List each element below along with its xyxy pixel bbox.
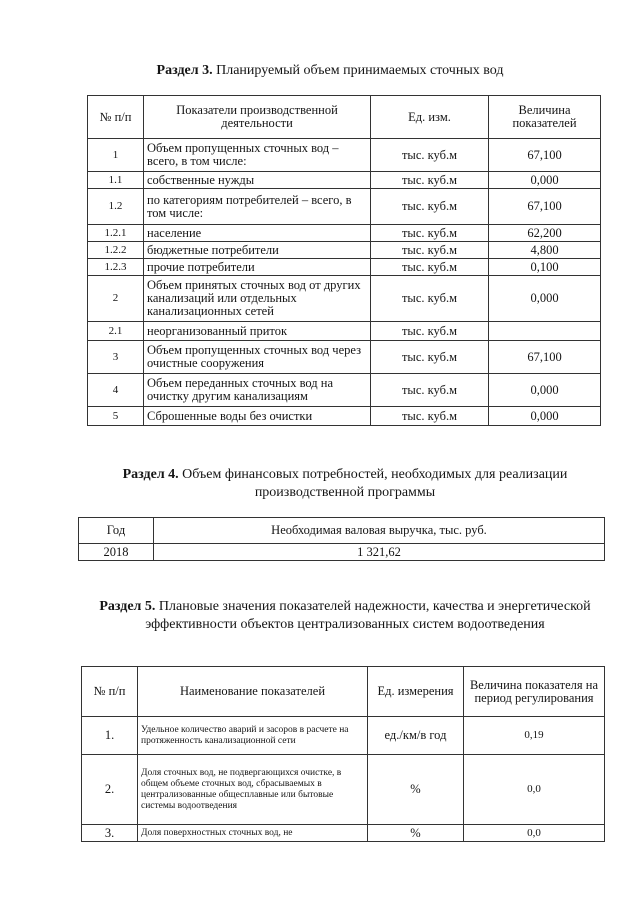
table-row <box>88 341 601 374</box>
row-name: прочие потребители <box>144 259 371 276</box>
row-unit: тыс. куб.м <box>371 242 489 259</box>
table-row <box>88 242 601 259</box>
row-unit: тыс. куб.м <box>371 259 489 276</box>
row-value <box>489 322 601 341</box>
section4-heading-text: Объем финансовых потребностей, необходимых для реализации производственной программы <box>178 467 568 500</box>
row-unit: тыс. куб.м <box>371 374 489 407</box>
section4-header-year: Год <box>79 518 154 544</box>
table-row <box>82 755 605 825</box>
row-unit: тыс. куб.м <box>371 189 489 225</box>
row-unit: ед./км/в год <box>368 717 464 755</box>
row-number: 3 <box>88 341 144 374</box>
row-name: население <box>144 225 371 242</box>
row-number: 4 <box>88 374 144 407</box>
section5-header-row <box>82 667 605 717</box>
row-number: 2.1 <box>88 322 144 341</box>
row-name: Объем пропущенных сточных вод – всего, в том числе: <box>144 139 371 172</box>
row-value: 0,0 <box>464 825 605 842</box>
row-name: Сброшенные воды без очистки <box>144 407 371 426</box>
section3-header-value: Величина показателей <box>489 96 601 139</box>
row-unit: тыс. куб.м <box>371 172 489 189</box>
row-unit: тыс. куб.м <box>371 139 489 172</box>
row-number: 1. <box>82 717 138 755</box>
row-value: 0,000 <box>489 172 601 189</box>
table-row <box>82 717 605 755</box>
row-value: 0,000 <box>489 407 601 426</box>
section5-header-unit: Ед. измерения <box>368 667 464 717</box>
row-name: Удельное количество аварий и засоров в расчете на протяженность канализационной сети <box>138 717 368 755</box>
table-row <box>88 189 601 225</box>
section5-table <box>81 666 605 842</box>
row-number: 1.2.2 <box>88 242 144 259</box>
row-unit: тыс. куб.м <box>371 225 489 242</box>
section4-header-row <box>79 518 605 544</box>
table-row <box>79 544 605 561</box>
row-number: 5 <box>88 407 144 426</box>
table-row <box>88 259 601 276</box>
table-row <box>88 225 601 242</box>
row-value: 1 321,62 <box>154 544 605 561</box>
row-number: 1.2 <box>88 189 144 225</box>
row-number: 1.1 <box>88 172 144 189</box>
section3-header-num: № п/п <box>88 96 144 139</box>
row-unit: тыс. куб.м <box>371 341 489 374</box>
row-year: 2018 <box>79 544 154 561</box>
row-unit: тыс. куб.м <box>371 322 489 341</box>
row-name: Объем принятых сточных вод от других канализаций или отдельных канализационных сетей <box>144 276 371 322</box>
table-row <box>88 139 601 172</box>
section3-header-name: Показатели производственной деятельности <box>144 96 371 139</box>
row-value: 0,000 <box>489 276 601 322</box>
row-unit: тыс. куб.м <box>371 407 489 426</box>
section5-heading <box>90 598 600 634</box>
row-value: 4,800 <box>489 242 601 259</box>
row-unit: % <box>368 825 464 842</box>
row-number: 1 <box>88 139 144 172</box>
section3-table <box>87 95 601 426</box>
section5-header-name: Наименование показателей <box>138 667 368 717</box>
section4-header-value: Необходимая валовая выручка, тыс. руб. <box>154 518 605 544</box>
section5-heading-text: Плановые значения показателей надежности, качества и энергетической эффективности объектов централизованных систем водоотведения <box>145 599 591 632</box>
row-number: 3. <box>82 825 138 842</box>
table-row <box>88 374 601 407</box>
row-name: неорганизованный приток <box>144 322 371 341</box>
row-unit: % <box>368 755 464 825</box>
section3-heading-bold: Раздел 3. <box>156 63 213 78</box>
row-value: 62,200 <box>489 225 601 242</box>
section3-heading-text: Планируемый объем принимаемых сточных вод <box>212 63 504 78</box>
row-value: 0,19 <box>464 717 605 755</box>
table-row <box>88 276 601 322</box>
row-unit: тыс. куб.м <box>371 276 489 322</box>
row-value: 67,100 <box>489 341 601 374</box>
section5-heading-bold: Раздел 5. <box>99 599 156 614</box>
row-name: по категориям потребителей – всего, в том числе: <box>144 189 371 225</box>
row-name: Объем переданных сточных вод на очистку другим канализациям <box>144 374 371 407</box>
section3-header-unit: Ед. изм. <box>371 96 489 139</box>
section4-heading <box>90 466 600 502</box>
row-number: 1.2.3 <box>88 259 144 276</box>
row-name: бюджетные потребители <box>144 242 371 259</box>
row-number: 1.2.1 <box>88 225 144 242</box>
row-name: собственные нужды <box>144 172 371 189</box>
row-name: Доля сточных вод, не подвергающихся очистке, в общем объеме сточных вод, сбрасываемых в централизованные общесплавные или бытовые системы водоотведения <box>138 755 368 825</box>
row-number: 2. <box>82 755 138 825</box>
row-number: 2 <box>88 276 144 322</box>
row-value: 67,100 <box>489 139 601 172</box>
row-value: 0,100 <box>489 259 601 276</box>
section5-header-num: № п/п <box>82 667 138 717</box>
section4-heading-bold: Раздел 4. <box>122 467 179 482</box>
row-value: 67,100 <box>489 189 601 225</box>
row-name: Объем пропущенных сточных вод через очистные сооружения <box>144 341 371 374</box>
table-row <box>82 825 605 842</box>
row-name: Доля поверхностных сточных вод, не <box>138 825 368 842</box>
row-value: 0,000 <box>489 374 601 407</box>
table-row <box>88 322 601 341</box>
table-row <box>88 407 601 426</box>
row-value: 0,0 <box>464 755 605 825</box>
section3-heading <box>60 62 600 80</box>
section3-header-row <box>88 96 601 139</box>
section4-table <box>78 517 605 561</box>
section5-header-value: Величина показателя на период регулирования <box>464 667 605 717</box>
table-row <box>88 172 601 189</box>
